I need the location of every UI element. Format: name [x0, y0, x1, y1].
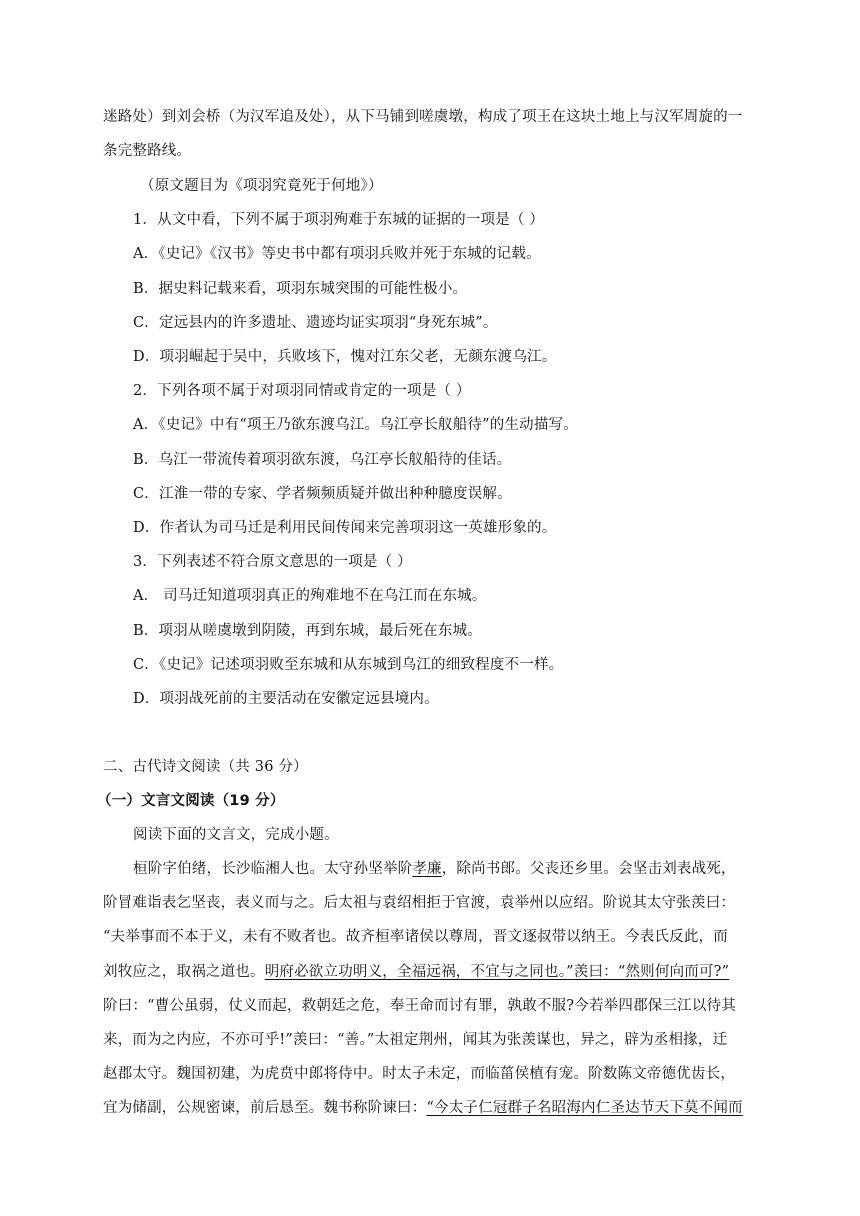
passage-underline-sentence: “今太子仁冠群子名昭海内仁圣达节天下莫不闻而 — [426, 1100, 743, 1116]
passage-underline-sentence: 明府必欲立功明义，全福远祸，不宜与之同也。”羡曰：“然则何向而可?” — [264, 964, 730, 980]
question-1-option-b: B．据史料记载来看，项羽东城突围的可能性极小。 — [133, 281, 468, 297]
question-1-option-c: C．定远县内的许多遗址、遗迹均证实项羽“身死东城”。 — [133, 315, 498, 331]
question-2-option-b: B．乌江一带流传着项羽欲东渡，乌江亭长舣船待的佳话。 — [133, 452, 512, 468]
question-1-option-a: A．《史记》《汉书》等史书中都有项羽兵败并死于东城的记载。 — [133, 246, 541, 262]
passage-text: ，除尚书郎。父丧还乡里。会坚击刘表战死， — [441, 861, 736, 877]
passage-line-1 — [133, 859, 793, 879]
question-3-stem: 3．下列表述不符合原文意思的一项是（ ） — [133, 554, 412, 570]
passage-text: 刘牧应之，取祸之道也。 — [103, 964, 265, 980]
question-1-stem: 1．从文中看，下列不属于项羽殉难于东城的证据的一项是（ ） — [133, 212, 545, 228]
question-1-option-d: D．项羽崛起于吴中，兵败垓下，愧对江东父老，无颜东渡乌江。 — [133, 349, 557, 365]
passage-text: 桓阶字伯绪，长沙临湘人也。太守孙坚举阶 — [133, 861, 413, 877]
passage-line-4 — [103, 962, 763, 982]
question-2-option-d: D．作者认为司马迁是利用民间传闻来完善项羽这一英雄形象的。 — [133, 520, 557, 536]
question-2-option-a: A．《史记》中有“项王乃欲东渡乌江。乌江亭长舣船待”的生动描写。 — [133, 417, 578, 433]
passage-line-8 — [103, 1098, 763, 1118]
passage-line-7: 赵郡太守。魏国初建，为虎贲中郎将侍中。时太子未定，而临菑侯植有宠。阶数陈文帝德优齿长， — [103, 1066, 736, 1082]
passage-line-5: 阶曰：“曹公虽弱，仗义而起，救朝廷之危，奉王命而讨有罪，孰敢不服?今若举四郡保三江以待其 — [103, 998, 736, 1014]
passage-text: 宜为储副，公规密谏，前后恳至。魏书称阶谏曰： — [103, 1100, 427, 1116]
section-2-instruction: 阅读下面的文言文，完成小题。 — [133, 827, 339, 843]
section-2-title: 二、古代诗文阅读（共 36 分） — [103, 759, 308, 775]
question-3-option-d: D．项羽战死前的主要活动在安徽定远县境内。 — [133, 691, 439, 707]
passage-line-2: 阶冒难诣表乞坚丧，表义而与之。后太祖与袁绍相拒于官渡，袁举州以应绍。阶说其太守张羡曰： — [103, 895, 736, 911]
section-2-subtitle: （一）文言文阅读（19 分） — [97, 793, 285, 809]
continuation-line-1: 迷路处）到刘会桥（为汉军追及处），从下马铺到嗟虞墩，构成了项王在这块土地上与汉军周旋的一 — [103, 109, 743, 125]
source-note: （原文题目为《项羽究竟死于何地》） — [140, 178, 383, 194]
question-3-option-b: B．项羽从嗟虞墩到阴陵，再到东城，最后死在东城。 — [133, 623, 482, 639]
passage-underline-term: 孝廉 — [412, 861, 442, 877]
question-2-option-c: C．江淮一带的专家、学者频频质疑并做出种种臆度误解。 — [133, 486, 512, 502]
continuation-line-2: 条完整路线。 — [103, 143, 192, 159]
passage-line-6: 来，而为之内应，不亦可乎!”羡曰：“善。”太祖定荆州，闻其为张羡谋也，异之，辟为丞相掾，迁 — [103, 1032, 728, 1048]
question-3-option-c: C．《史记》记述项羽败至东城和从东城到乌江的细致程度不一样。 — [133, 657, 564, 673]
passage-line-3: “夫举事而不本于义，未有不败者也。故齐桓率诸侯以尊周，晋文逐叔带以纳王。今表氏反此，而 — [103, 929, 729, 945]
question-2-stem: 2．下列各项不属于对项羽同情或肯定的一项是（ ） — [133, 383, 471, 399]
question-3-option-a: A． 司马迁知道项羽真正的殉难地不在乌江而在东城。 — [133, 588, 487, 604]
